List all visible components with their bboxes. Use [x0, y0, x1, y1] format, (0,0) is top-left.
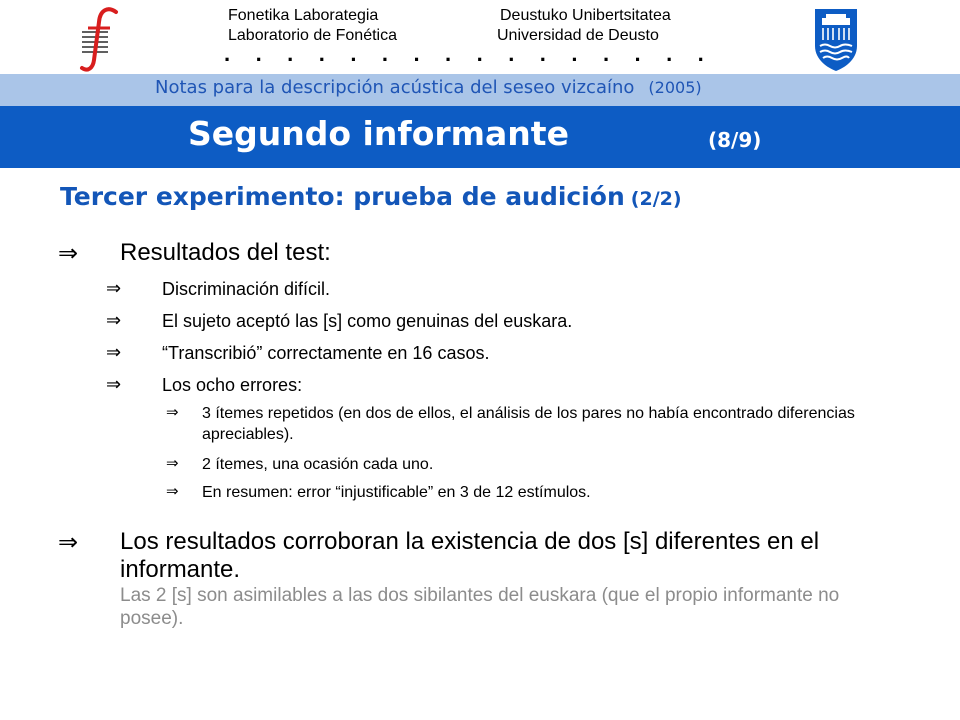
- sub-sub-bullet: [166, 403, 882, 445]
- slide-title-text: Segundo informante: [188, 114, 569, 153]
- double-arrow-icon: ⇒: [106, 278, 122, 299]
- sub-sub-bullet-text: 3 ítemes repetidos (en dos de ellos, el análisis de los pares no había encontrado diferencias apreciables).: [202, 405, 855, 443]
- institution-left-line-1: Fonetika Laborategia: [228, 7, 379, 24]
- dotted-divider: [224, 41, 704, 66]
- sub-bullet: [106, 342, 489, 364]
- double-arrow-icon: ⇒: [106, 342, 122, 363]
- divider-dot: .: [445, 41, 452, 66]
- subtitle-year: (2005): [648, 78, 702, 97]
- institution-right-line-1: Deustuko Unibertsitatea: [500, 7, 671, 24]
- bullet-note: Las 2 [s] son asimilables a las dos sibilantes del euskara (que el propio informante no posee).: [120, 585, 840, 629]
- divider-dot: .: [602, 41, 610, 66]
- divider-dot: .: [476, 41, 483, 66]
- divider-dot: .: [697, 41, 704, 66]
- double-arrow-icon: ⇒: [166, 482, 179, 500]
- double-arrow-icon: ⇒: [58, 239, 79, 267]
- sub-bullet: [106, 278, 330, 300]
- bullet-conclusion: [58, 528, 880, 630]
- divider-dot: .: [571, 41, 578, 66]
- sub-bullet-text: “Transcribió” correctamente en 16 casos.: [162, 343, 490, 363]
- institution-left-line-2: Laboratorio de Fonética: [228, 27, 397, 44]
- bullet-text: Los resultados corroboran la existencia de dos [s] diferentes en el informante.: [120, 528, 820, 583]
- sub-bullet-text: Los ocho errores:: [162, 375, 303, 395]
- section-heading: [60, 182, 682, 211]
- slide-title: [188, 114, 762, 153]
- divider-dot: .: [413, 41, 420, 66]
- divider-dot: .: [318, 41, 325, 66]
- double-arrow-icon: ⇒: [166, 403, 179, 421]
- slide-title-count: (8/9): [708, 128, 762, 152]
- sub-bullet: [106, 374, 302, 396]
- sub-sub-bullet: [166, 454, 882, 475]
- double-arrow-icon: ⇒: [106, 310, 122, 331]
- bullet-results: [58, 239, 331, 267]
- divider-dot: .: [255, 41, 262, 66]
- institution-right-line-2: Universidad de Deusto: [497, 27, 659, 44]
- sub-bullet-text: Discriminación difícil.: [162, 279, 331, 299]
- presentation-subtitle: [155, 77, 702, 98]
- institution-left: [228, 6, 397, 46]
- fonetika-logo: [78, 6, 124, 74]
- sub-sub-bullet-text: En resumen: error “injustificable” en 3 de 12 estímulos.: [202, 484, 591, 501]
- divider-dot: .: [508, 41, 515, 66]
- section-heading-count: (2/2): [630, 188, 682, 210]
- divider-dot: .: [666, 41, 673, 66]
- sub-bullet-text: El sujeto aceptó las [s] como genuinas del euskara.: [162, 311, 573, 331]
- sub-sub-bullet: [166, 482, 882, 503]
- double-arrow-icon: ⇒: [106, 374, 122, 395]
- divider-dot: .: [539, 41, 546, 66]
- institution-right: [497, 6, 671, 46]
- sub-bullet: [106, 310, 572, 332]
- divider-dot: .: [350, 41, 357, 66]
- double-arrow-icon: ⇒: [166, 454, 179, 472]
- divider-dot: .: [634, 41, 641, 66]
- deusto-shield-logo-icon: [814, 8, 858, 72]
- subtitle-text: Notas para la descripción acústica del seseo vizcaíno: [155, 77, 635, 98]
- deusto-logo: [814, 8, 858, 72]
- sub-sub-bullet-text: 2 ítemes, una ocasión cada uno.: [202, 456, 434, 473]
- bullet-text: Resultados del test:: [120, 239, 331, 266]
- double-arrow-icon: ⇒: [58, 528, 79, 556]
- treble-f-logo-icon: [78, 6, 124, 74]
- divider-dot: .: [287, 41, 294, 66]
- section-heading-text: Tercer experimento: prueba de audición: [60, 182, 625, 211]
- divider-dot: .: [224, 41, 231, 66]
- divider-dot: .: [381, 41, 389, 66]
